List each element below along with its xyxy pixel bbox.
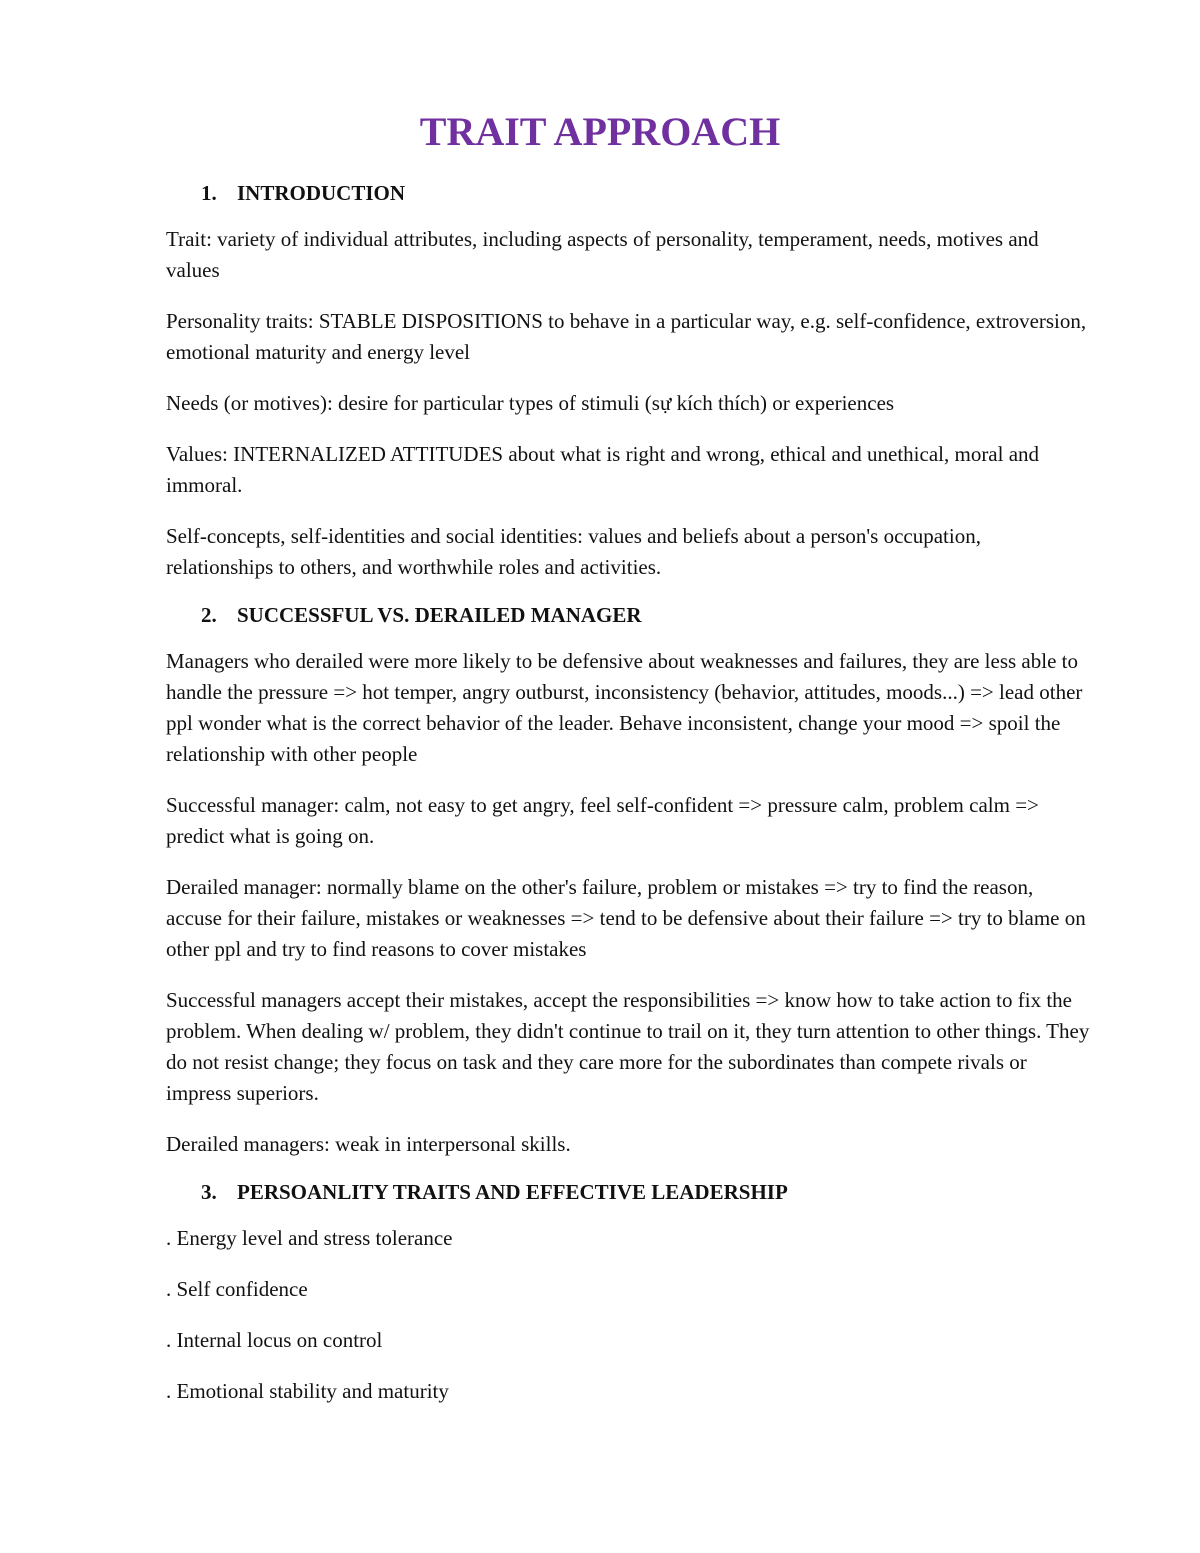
list-item: . Emotional stability and maturity <box>166 1379 449 1403</box>
paragraph: Values: INTERNALIZED ATTITUDES about what is right and wrong, ethical and unethical, moral and immoral. <box>166 442 1040 497</box>
list-item: . Energy level and stress tolerance <box>166 1226 453 1250</box>
paragraph: Successful manager: calm, not easy to get angry, feel self-confident => pressure calm, problem calm => predict what is going on. <box>166 793 1039 848</box>
section-heading-introduction <box>166 181 1090 206</box>
paragraph: Trait: variety of individual attributes, including aspects of personality, temperament, needs, motives and values <box>166 227 1039 282</box>
list-item: . Internal locus on control <box>166 1328 383 1352</box>
list-item: . Self confidence <box>166 1277 308 1301</box>
section-heading-successful-vs-derailed <box>166 603 1090 628</box>
paragraph: Successful managers accept their mistakes, accept the responsibilities => know how to take action to fix the problem. When dealing w/ problem, they didn't continue to trail on it, they turn attention to other things. They do not resist change; they focus on task and they care more for the subordinates than compete rivals or impress superiors. <box>166 988 1090 1105</box>
paragraph: Self-concepts, self-identities and social identities: values and beliefs about a person's occupation, relationships to others, and worthwhile roles and activities. <box>166 524 981 579</box>
paragraph: Derailed managers: weak in interpersonal skills. <box>166 1132 571 1156</box>
paragraph: Derailed manager: normally blame on the other's failure, problem or mistakes => try to find the reason, accuse for their failure, mistakes or weaknesses => tend to be defensive about their failure => try to blame on other ppl and try to find reasons to cover mistakes <box>166 875 1086 961</box>
document-title: TRAIT APPROACH <box>419 109 781 154</box>
section-title: SUCCESSFUL VS. DERAILED MANAGER <box>237 603 642 627</box>
section-title: INTRODUCTION <box>237 181 406 205</box>
paragraph: Managers who derailed were more likely to be defensive about weaknesses and failures, they are less able to handle the pressure => hot temper, angry outburst, inconsistency (behavior, attitudes, moods...) => lead other ppl wonder what is the correct behavior of the leader. Behave inconsistent, change your mood => spoil the relationship with other people <box>166 649 1083 766</box>
section-number: 1. <box>201 181 217 205</box>
section-title: PERSOANLITY TRAITS AND EFFECTIVE LEADERSHIP <box>237 1180 788 1204</box>
section-number: 2. <box>201 603 217 627</box>
paragraph: Needs (or motives): desire for particular types of stimuli (sự kích thích) or experiences <box>166 391 895 415</box>
paragraph: Personality traits: STABLE DISPOSITIONS to behave in a particular way, e.g. self-confidence, extroversion, emotional maturity and energy level <box>166 309 1087 364</box>
section-heading-personality-traits <box>166 1180 1090 1205</box>
section-number: 3. <box>201 1180 217 1204</box>
